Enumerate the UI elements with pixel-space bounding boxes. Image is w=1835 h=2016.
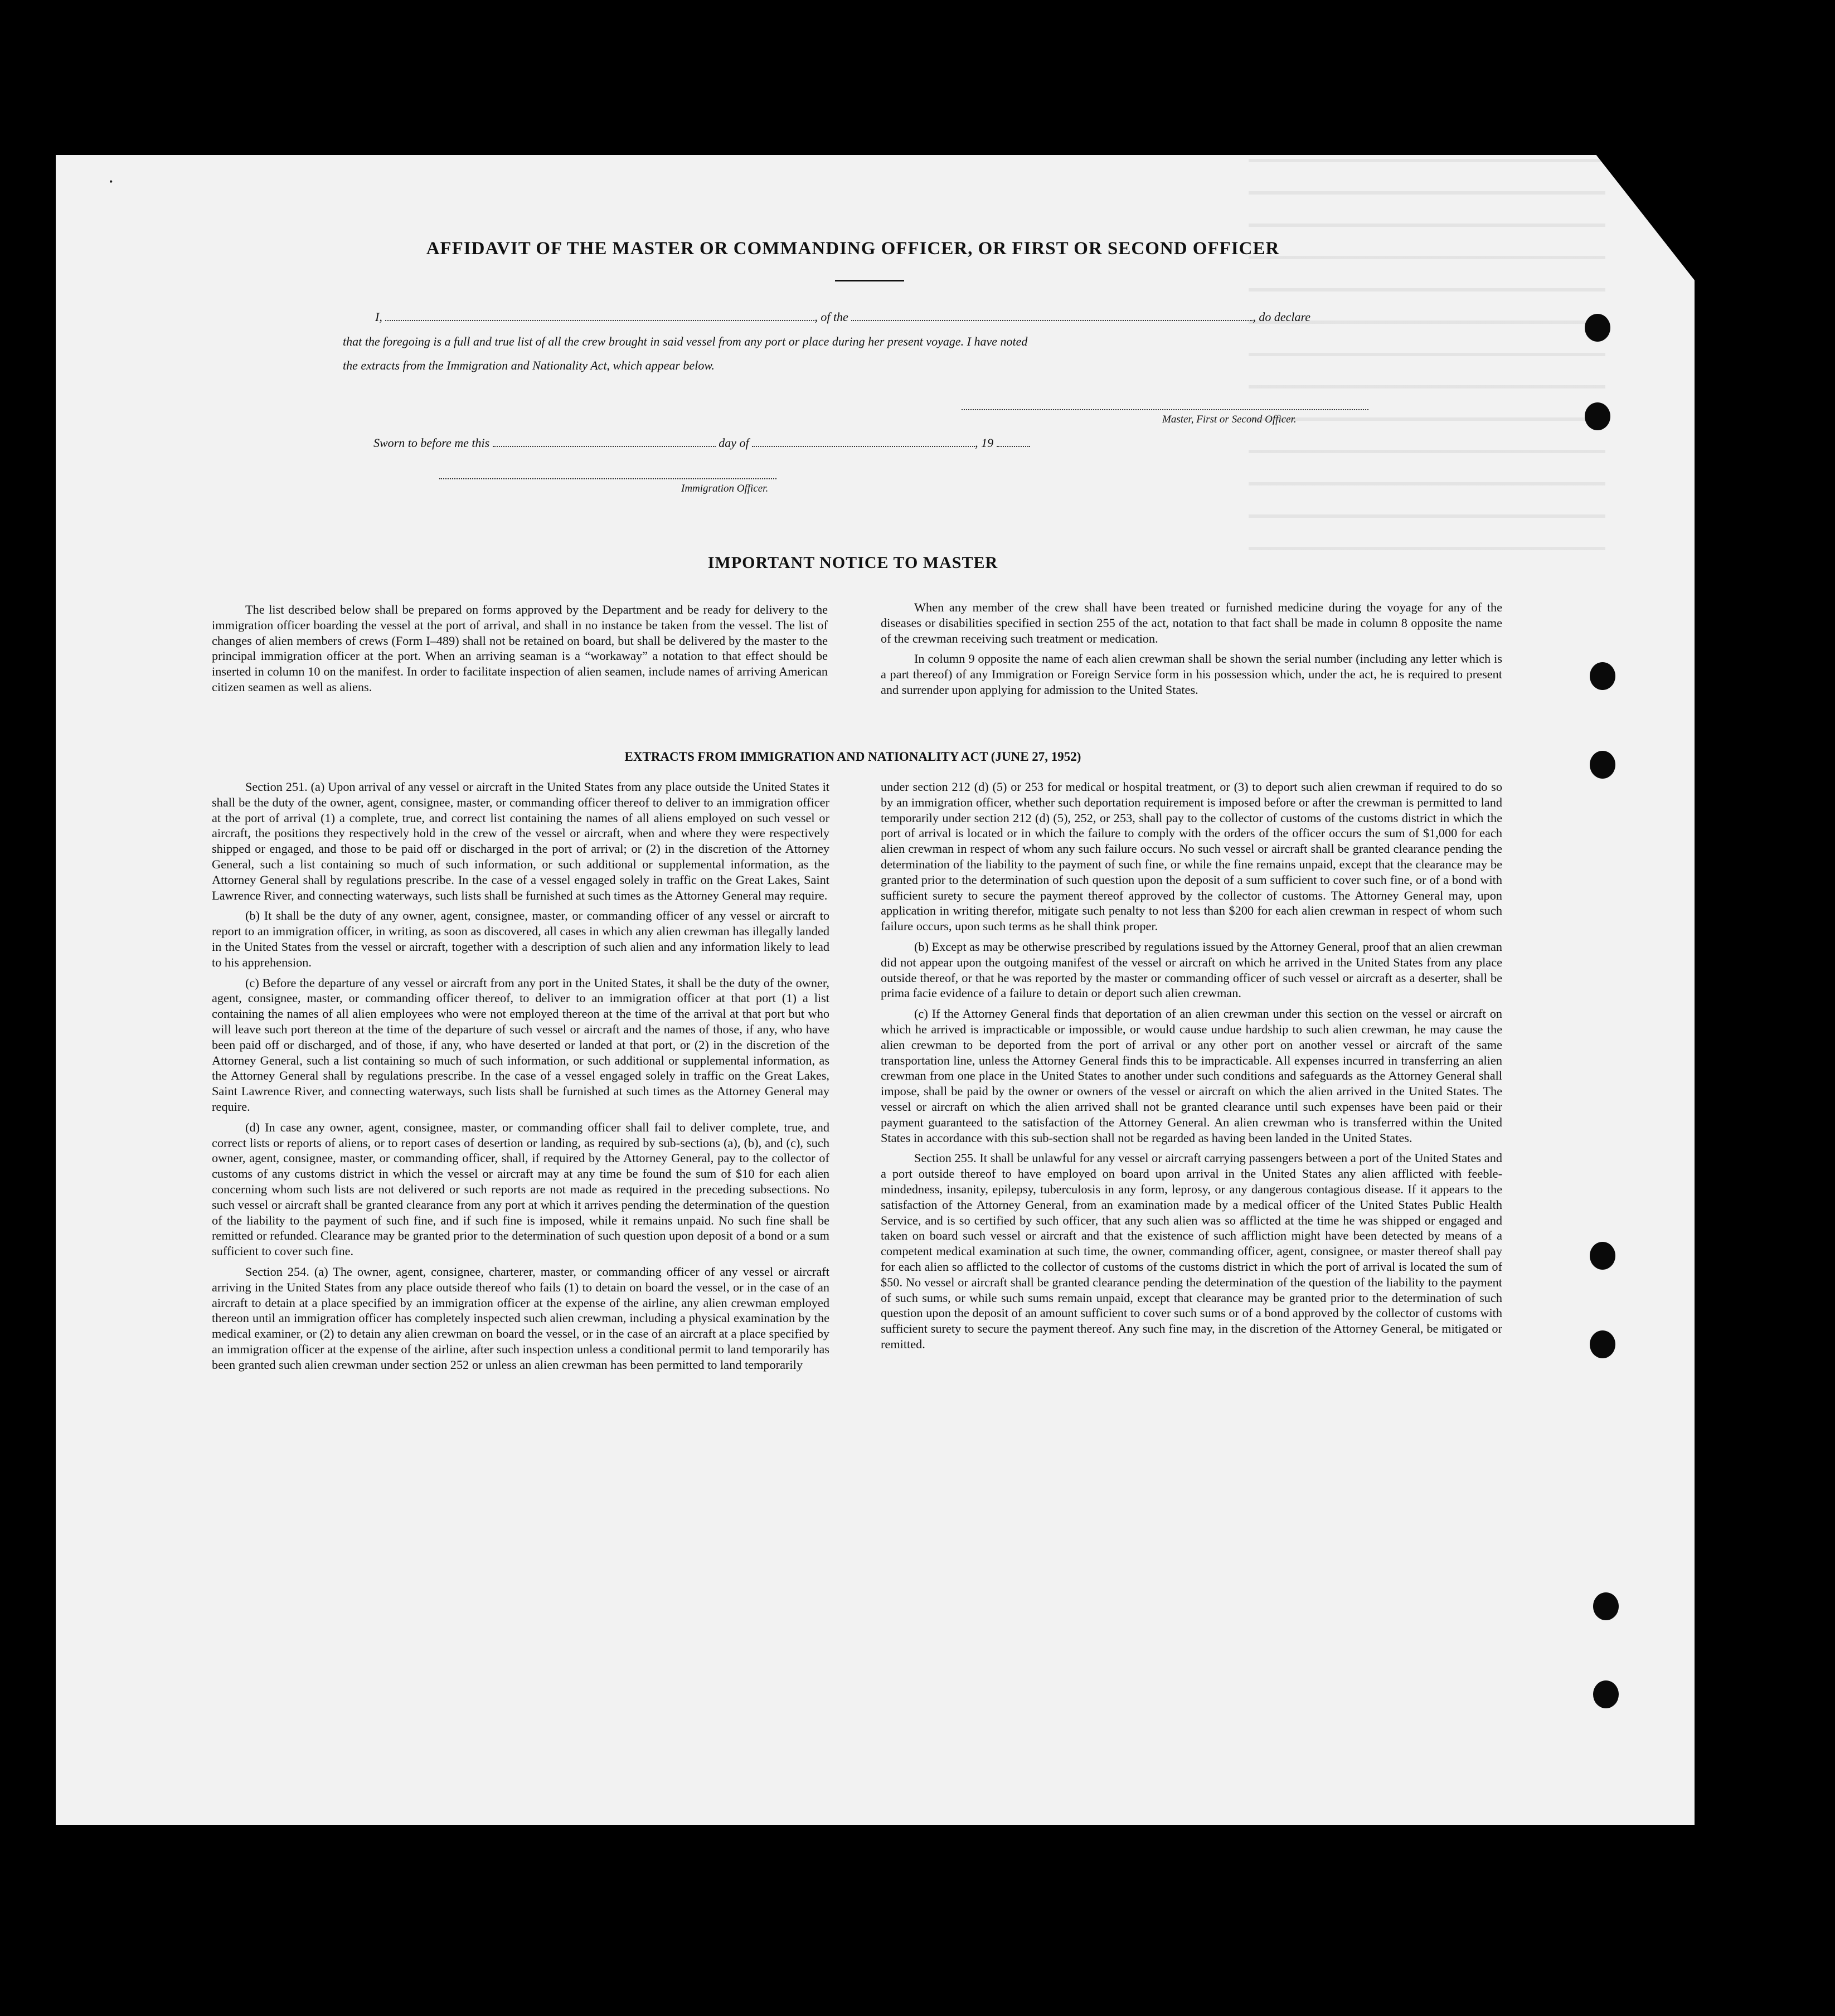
sworn-year-field[interactable] <box>997 445 1030 447</box>
binder-hole-8 <box>1593 1680 1619 1708</box>
extracts-heading: EXTRACTS FROM IMMIGRATION AND NATIONALITY ACT (JUNE 27, 1952) <box>624 750 1081 764</box>
binder-hole-2 <box>1585 402 1610 430</box>
binder-hole-5 <box>1590 1242 1615 1270</box>
section-251c: (c) Before the departure of any vessel or aircraft from any port in the United States, it shall be the duty of the owner, agent, consignee, master, or commanding officer thereof, to deliver to an immigration officer at that port (1) a list containing the names of all alien employees who were not employed thereon at the time of the arrival at that port but who will leave such port thereon at the time of the departure of such vessel or aircraft and the names of those, if any, who have been paid off or discharged, and of those, if any, who have deserted or landed at that port, or (2) in the discretion of the Attorney General, such a list containing so much of such information, or such additional or supplemental information, as the Attorney General shall by regulations prescribe. In the case of a vessel engaged solely in traffic on the Great Lakes, Saint Lawrence River, and connecting waterways, such lists shall be furnished at such times as the Attorney General may require. <box>212 975 829 1114</box>
master-caption: Master, First or Second Officer. <box>1162 414 1297 425</box>
section-254b: (b) Except as may be otherwise prescribed by regulations issued by the Attorney General, proof that an alien crewman did not appear upon the outgoing manifest of the vessel or aircraft on which he arrived in the United States from any place outside thereof, or that he was reported by the master or commanding officer of such vessel or aircraft as a deserter, shall be prima facie evidence of a failure to detain or deport such alien crewman. <box>881 939 1502 1000</box>
sworn-prefix: Sworn to before me this <box>373 436 490 450</box>
notice-title: IMPORTANT NOTICE TO MASTER <box>707 553 998 572</box>
sworn-month-field[interactable] <box>752 445 975 447</box>
line1-of-the-label: , of the <box>814 310 848 324</box>
section-251d: (d) In case any owner, agent, consignee, master, or commanding officer shall fail to deliver complete, true, and correct lists or reports of aliens, or to report cases of desertion or landing, as required by sub-sections (a), (b), and (c), such owner, agent, consignee, master, or commanding officer, shall, if required by the Attorney General, pay to the collector of customs of any customs district in which the vessel or aircraft may at any time be found the sum of $10 for each alien concerning whom such lists are not delivered or such reports are not made as required in the preceding subsections. No such vessel or aircraft shall be granted clearance from any port at which it arrives pending the determination of the question of the liability to the payment of such fine, and if such fine is imposed, while it remains unpaid. No such fine shall be remitted or refunded. Clearance may be granted prior to the determination of such question upon deposit of a bond or a sum sufficient to cover such fine. <box>212 1120 829 1259</box>
section-254a: Section 254. (a) The owner, agent, consignee, charterer, master, or commanding officer of any vessel or aircraft arriving in the United States from any place outside thereof who fails (1) to detain on board the vessel, or in the case of an aircraft to detain at a place specified by an immigration officer at the expense of the airline, any alien crewman employed thereon until an immigration officer has completely inspected such alien crewman, including a physical examination by the medical examiner, or (2) to detain any alien crewman on board the vessel, or in the case of an aircraft at a place specified by an immigration officer at the expense of the airline, after such inspection unless a conditional permit to land temporarily has been granted such alien crewman under section 252 or unless an alien crewman has been permitted to land temporarily <box>212 1264 829 1372</box>
master-signature-field[interactable] <box>962 409 1368 410</box>
notice-right-column <box>881 600 1502 703</box>
vessel-field[interactable] <box>851 319 1253 321</box>
title-rule <box>835 280 904 281</box>
corner-speck: • <box>109 176 113 187</box>
binder-hole-6 <box>1590 1330 1615 1358</box>
declaration-line-1 <box>375 310 1310 324</box>
notice-right-paragraph-1: When any member of the crew shall have been treated or furnished medicine during the voyage for any of the diseases or disabilities specified in section 255 of the act, notation to that fact shall be made in column 8 opposite the name of the crewman receiving such treatment or medication. <box>881 600 1502 645</box>
bleed-through-shadow <box>1249 159 1605 560</box>
declaration-line-3: the extracts from the Immigration and Nationality Act, which appear below. <box>343 358 715 372</box>
sworn-year-label: , 19 <box>975 436 994 450</box>
extracts-left-column <box>212 779 829 1377</box>
notice-left-paragraph: The list described below shall be prepared on forms approved by the Department and be ready for delivery to the immigration officer boarding the vessel at the port of arrival, and shall in no instance be taken from the vessel. The list of changes of alien members of crews (Form I–489) shall not be retained on board, but shall be delivered by the master to the principal immigration officer at the port. When an arriving seaman is a “workaway” a notation to that effect should be inserted in column 10 on the manifest. In order to facilitate inspection of alien seamen, include names of arriving American citizen seamen as well as aliens. <box>212 603 828 694</box>
declaration-line-2: that the foregoing is a full and true list of all the crew brought in said vessel from any port or place during her present voyage. I have noted <box>343 334 1028 348</box>
line1-i-label: I, <box>375 310 382 324</box>
sworn-day-field[interactable] <box>493 445 716 447</box>
sworn-day-of-label: day of <box>719 436 749 450</box>
sworn-line <box>373 436 1030 450</box>
section-254a-continued: under section 212 (d) (5) or 253 for medical or hospital treatment, or (3) to deport such alien crewman if required to do so by an immigration officer, whether such deportation requirement is imposed before or after the crewman is permitted to land temporarily under section 212 (d) (5), 252, or 253, shall pay to the collector of customs of the customs district in which the port of arrival is located or in which the failure to comply with the orders of the officer occurs the sum of $1,000 for each alien crewman in respect of whom any such failure occurs. No such vessel or aircraft shall be granted clearance pending the determination of the liability to the payment of such fine, or while the fine remains unpaid, except that the clearance may be granted prior to the determination of such question upon the deposit of a sum sufficient to cover such fine, or of a bond with sufficient surety to secure the payment thereof approved by the collector of customs. The Attorney General may, upon application in writing therefor, mitigate such penalty to not less than $200 for each alien crewman in respect of whom such failure occurs, upon such terms as he shall think proper. <box>881 780 1502 934</box>
immigration-officer-signature-field[interactable] <box>439 478 776 479</box>
binder-hole-7 <box>1593 1592 1619 1620</box>
notice-left-column <box>212 602 828 700</box>
binder-hole-3 <box>1590 662 1615 690</box>
section-255: Section 255. It shall be unlawful for any vessel or aircraft carrying passengers between a port of the United States and a port outside thereof to have employed on board upon arrival in the United States any alien afflicted with feeble-mindedness, insanity, epilepsy, tuberculosis in any form, leprosy, or any dangerous contagious disease. If it appears to the satisfaction of the Attorney General, from an examination made by a medical officer of the United States Public Health Service, and is so certified by such officer, that any such alien was so afflicted at the time he was shipped or engaged and taken on board such vessel or aircraft and that the existence of such affliction might have been detected by means of a competent medical examination at such time, the owner, commanding officer, agent, consignee, or master thereof shall pay for each alien so afflicted to the collector of customs of the customs district in which the port of arrival is located the sum of $50. No vessel or aircraft shall be granted clearance pending the determination of the question of the liability to the payment of such sums, or while such sums remain unpaid, except that clearance may be granted prior to the determination of such question upon the deposit of an amount sufficient to cover such sums or of a bond approved by the collector of customs with sufficient surety to secure the payment thereof. Any such fine may, in the discretion of the Attorney General, be mitigated or remitted. <box>881 1151 1502 1351</box>
immigration-officer-caption: Immigration Officer. <box>681 483 769 494</box>
binder-hole-1 <box>1585 314 1610 342</box>
section-251a: Section 251. (a) Upon arrival of any vessel or aircraft in the United States from any place outside the United States it shall be the duty of the owner, agent, consignee, master, or commanding officer thereof to deliver to an immigration officer at the port of arrival (1) a complete, true, and correct list containing the names of all aliens employed on such vessel or aircraft, the positions they respectively hold in the crew of the vessel or aircraft, when and where they were respectively shipped or engaged, and those to be paid off or discharged in the port of arrival; or (2) in the discretion of the Attorney General, such a list containing so much of such information, or such additional or supplemental information, as the Attorney General shall by regulations prescribe. In the case of a vessel engaged solely in traffic on the Great Lakes, Saint Lawrence River, and connecting waterways, such lists shall be furnished at such times as the Attorney General may require. <box>212 780 829 902</box>
line1-declare-label: , do declare <box>1253 310 1310 324</box>
name-field[interactable] <box>385 319 814 321</box>
extracts-right-column <box>881 779 1502 1357</box>
section-254c: (c) If the Attorney General finds that deportation of an alien crewman under this section on the vessel or aircraft on which he arrived is impracticable or impossible, or would cause undue hardship to such alien crewman, he may cause the alien crewman to be deported from the port of arrival or any other port on another vessel or aircraft of the same transportation line, unless the Attorney General finds this to be impracticable. All expenses incurred in transferring an alien crewman from one place in the United States to another under such conditions and safeguards as the Attorney General shall impose, shall be paid by the owner or owners of the vessel or aircraft on which the alien arrived in the United States. The vessel or aircraft on which the alien arrived shall not be granted clearance until such expenses have been paid or their payment guaranteed to the satisfaction of the Attorney General. An alien crewman who is transferred within the United States in accordance with this sub-section shall not be regarded as having been landed in the United States. <box>881 1007 1502 1145</box>
notice-right-paragraph-2: In column 9 opposite the name of each alien crewman shall be shown the serial number (including any letter which is a part thereof) of any Immigration or Foreign Service form in his possession which, under the act, he is required to present and surrender upon applying for admission to the United States. <box>881 652 1502 697</box>
section-251b: (b) It shall be the duty of any owner, agent, consignee, master, or commanding officer of any vessel or aircraft to report to an immigration officer, in writing, as soon as discovered, all cases in which any alien crewman has illegally landed in the United States from the vessel or aircraft, together with a description of such alien and any information likely to lead to his apprehension. <box>212 909 829 969</box>
binder-hole-4 <box>1590 751 1615 779</box>
affidavit-title: AFFIDAVIT OF THE MASTER OR COMMANDING OFFICER, OR FIRST OR SECOND OFFICER <box>426 239 1280 259</box>
